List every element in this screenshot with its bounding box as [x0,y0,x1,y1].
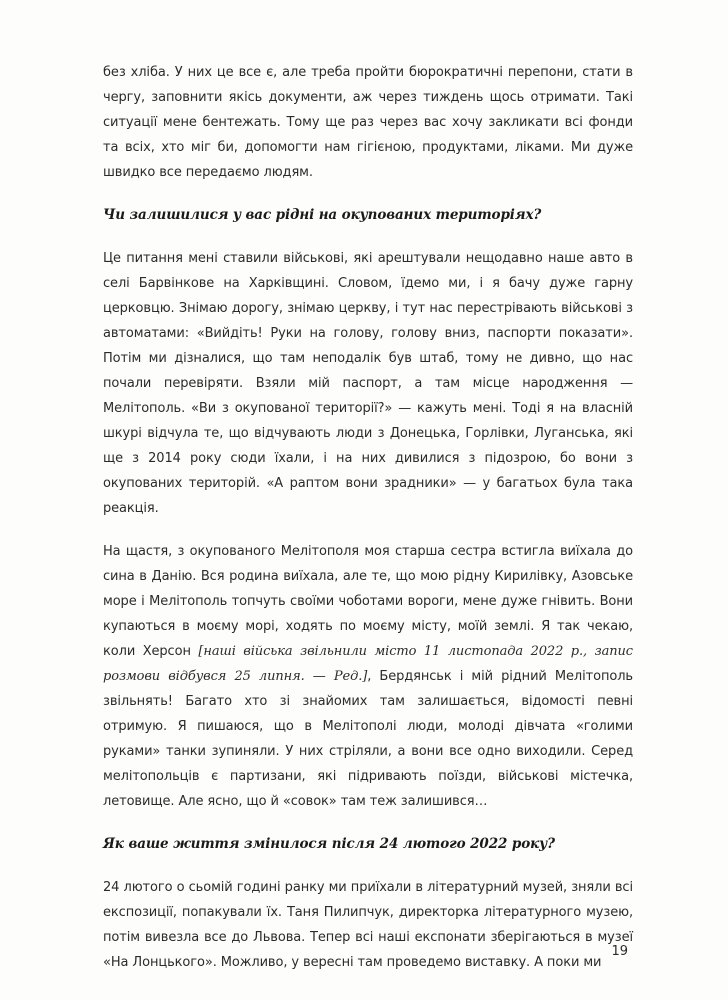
paragraph-4: 24 лютого о сьомій годині ранку ми приїхали в літературний музей, зняли всі експозиції, попакували їх. Таня Пилипчук, директорка літературного музею, потім вивезла все до Львова. Тепер всі наші експонати зберігаються в музеї «На Лонцького». Можливо, у вересні там проведемо виставку. А поки ми [103,880,633,970]
paragraph-2: Це питання мені ставили військові, які арештували нещодавно наше авто в селі Барвінкове на Харківщині. Словом, їдемо ми, і я бачу дуже гарну церковцю. Знімаю дорогу, знімаю церкву, і тут нас перестрівають військові з автоматами: «Вийдіть! Руки на голову, голову вниз, паспорти показати». Потім ми дізналися, що там неподалік був штаб, тому не дивно, що нас почали перевіряти. Взяли мій паспорт, а там місце народження — Мелітополь. «Ви з окупованої території?» — кажуть мені. Тоді я на власній шкурі відчула те, що відчувають люди з Донецька, Горлівки, Луганська, які ще з 2014 року сюди їхали, і на них дивилися з підозрою, бо вони з окупованих територій. «А раптом вони зрадники» — у багатьох була така реакція. [103,251,633,516]
paragraph-3 [103,539,633,814]
interview-question-2: Як ваше життя змінилося після 24 лютого 2022 року? [103,836,555,852]
page-body [103,60,633,993]
interview-question-1: Чи залишилися у вас рідні на окупованих територіях? [103,207,542,223]
paragraph-1: без хліба. У них це все є, але треба пройти бюрократичні перепони, стати в чергу, заповнити якісь документи, аж через тиждень щось отримати. Такі ситуації мене бентежать. Тому ще раз через вас хочу закликати всі фонди та всіх, хто міг би, допомогти нам гігієною, продуктами, ліками. Ми дуже швидко все передаємо людям. [103,65,633,180]
paragraph-3-text-start: На щастя, з окупованого Мелітополя моя старша сестра встигла виїхала до сина в Данію. Вся родина виїхала, але те, що мою рідну Кирилівку, Азовське море і Мелітополь топчуть своїми чоботами вороги, мене дуже гнівить. Вони купаються в моєму морі, ходять по моєму місту, моїй землі. Я так чекаю, коли Херсон [103,544,633,659]
page-number: 19 [611,944,628,959]
paragraph-3-text-end: , Бердянськ і мій рідний Мелітополь звільнять! Багато хто зі знайомих там залишається, відомості певні отримую. Я пишаюся, що в Мелітополі люди, молоді дівчата «голими руками» танки зупиняли. У них стріляли, а вони все одно виходили. Серед мелітопольців є партизани, які підривають поїзди, військові містечка, летовище. Але ясно, що й «совок» там теж залишився… [103,669,633,809]
editor-note: [наші війська звільнили місто 11 листопада 2022 р., запис розмови відбувся 25 липня. — Ред.] [103,644,633,684]
